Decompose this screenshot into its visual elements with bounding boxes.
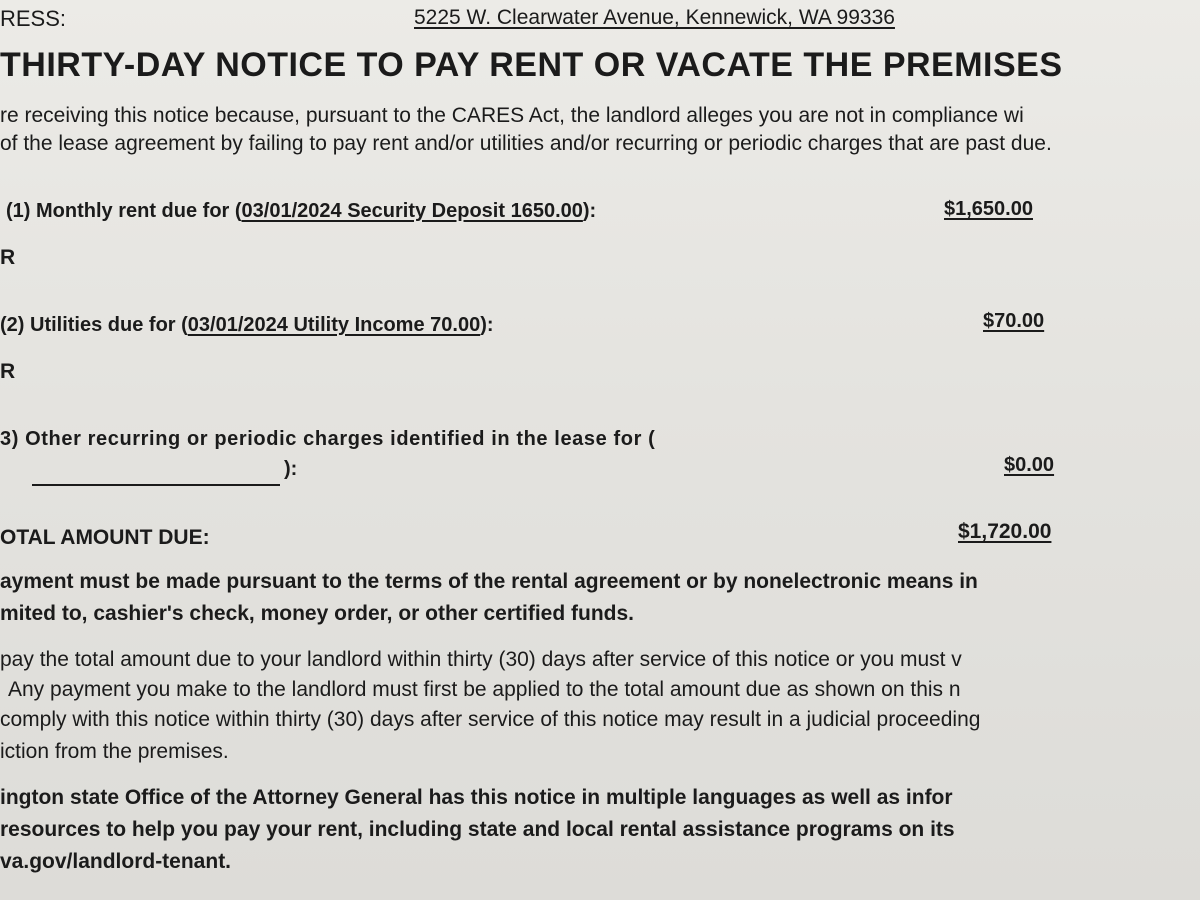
attorney-general-line-3: va.gov/landlord-tenant.: [0, 850, 232, 873]
address-value: 5225 W. Clearwater Avenue, Kennewick, WA 99336: [414, 6, 895, 29]
other-charges-blank: [32, 484, 280, 486]
or-separator-1: R: [0, 246, 16, 269]
attorney-general-line-2: resources to help you pay your rent, including state and local rental assistance programs on its: [0, 818, 955, 841]
address-label: RESS:: [0, 6, 67, 31]
payment-terms-line-2: mited to, cashier's check, money order, or other certified funds.: [0, 602, 634, 625]
warning-line-1: pay the total amount due to your landlord within thirty (30) days after service of this notice or you must v: [0, 648, 962, 671]
total-amount-value: $1,720.00: [958, 520, 1052, 543]
rent-due-line: [6, 200, 596, 223]
other-charges-suffix: ):: [284, 458, 298, 480]
warning-line-3: comply with this notice within thirty (30) days after service of this notice may result in a judicial proceeding: [0, 708, 981, 731]
rent-due-detail: 03/01/2024 Security Deposit 1650.00: [241, 200, 583, 222]
warning-line-2: Any payment you make to the landlord must first be applied to the total amount due as shown on this n: [8, 678, 961, 701]
notice-title: THIRTY-DAY NOTICE TO PAY RENT OR VACATE THE PREMISES: [0, 46, 1063, 84]
utilities-due-suffix: ):: [480, 314, 494, 336]
attorney-general-line-1: ington state Office of the Attorney General has this notice in multiple languages as well as infor: [0, 786, 953, 809]
warning-line-4: iction from the premises.: [0, 740, 229, 763]
intro-line-1: re receiving this notice because, pursuant to the CARES Act, the landlord alleges you are not in compliance wi: [0, 104, 1024, 127]
utilities-amount: $70.00: [983, 310, 1045, 332]
other-charges-line: 3) Other recurring or periodic charges identified in the lease for (: [0, 428, 656, 450]
utilities-due-line: [0, 314, 494, 337]
payment-terms-line-1: ayment must be made pursuant to the terms of the rental agreement or by nonelectronic means in: [0, 570, 978, 593]
intro-line-2: of the lease agreement by failing to pay rent and/or utilities and/or recurring or periodic charges that are past due.: [0, 132, 1052, 155]
utilities-due-prefix: (2) Utilities due for (: [0, 314, 188, 336]
or-separator-2: R: [0, 360, 16, 383]
other-charges-amount: $0.00: [1004, 454, 1055, 476]
utilities-due-detail: 03/01/2024 Utility Income 70.00: [187, 314, 481, 336]
rent-amount: $1,650.00: [944, 198, 1033, 220]
rent-due-prefix: (1) Monthly rent due for (: [6, 200, 242, 222]
rent-due-suffix: ):: [582, 200, 597, 222]
total-amount-label: OTAL AMOUNT DUE:: [0, 526, 210, 549]
